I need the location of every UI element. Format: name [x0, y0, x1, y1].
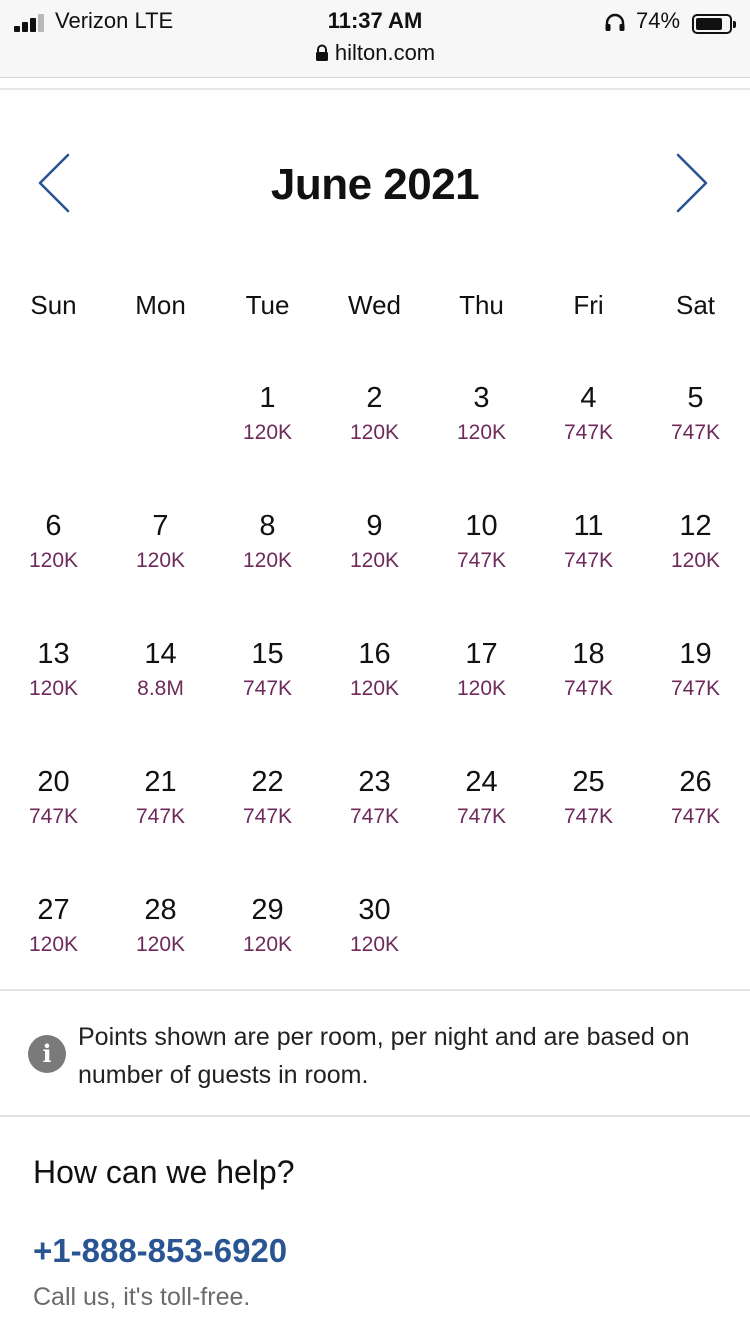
calendar-day[interactable] [107, 764, 214, 864]
chevron-right-icon [672, 150, 712, 216]
day-points: 120K [349, 933, 400, 956]
day-number: 28 [144, 894, 177, 926]
divider [0, 989, 750, 991]
day-points: 747K [563, 549, 614, 572]
day-points: 747K [563, 677, 614, 700]
headphones-icon [604, 12, 626, 32]
day-points: 747K [670, 677, 721, 700]
calendar-day[interactable] [535, 508, 642, 608]
calendar-day[interactable] [0, 764, 107, 864]
day-number: 4 [580, 382, 597, 414]
day-number: 13 [37, 638, 70, 670]
day-points: 747K [563, 805, 614, 828]
day-points: 120K [135, 933, 186, 956]
day-points: 120K [242, 549, 293, 572]
calendar-day[interactable] [428, 508, 535, 608]
day-number: 27 [37, 894, 70, 926]
day-points: 120K [456, 421, 507, 444]
day-number: 10 [465, 510, 498, 542]
day-number: 12 [679, 510, 712, 542]
calendar-day[interactable] [107, 636, 214, 736]
day-points: 747K [349, 805, 400, 828]
day-points: 747K [242, 677, 293, 700]
day-points: 747K [670, 421, 721, 444]
day-points: 747K [456, 549, 507, 572]
url-text: hilton.com [334, 40, 436, 65]
day-number: 6 [45, 510, 62, 542]
day-points: 120K [349, 549, 400, 572]
day-number: 2 [366, 382, 383, 414]
address-bar[interactable] [0, 40, 750, 66]
day-number: 30 [358, 894, 391, 926]
day-number: 26 [679, 766, 712, 798]
weekday-label: Sat [675, 290, 716, 320]
calendar-day[interactable] [321, 764, 428, 864]
day-number: 20 [37, 766, 70, 798]
day-number: 9 [366, 510, 383, 542]
carrier-label: Verizon LTE [55, 8, 174, 33]
calendar-day[interactable] [0, 892, 107, 992]
divider [0, 1115, 750, 1117]
points-info-text: Points shown are per room, per night and are based on number of guests in room. [78, 1023, 690, 1089]
day-points: 120K [28, 549, 79, 572]
day-points: 120K [242, 933, 293, 956]
help-heading: How can we help? [33, 1154, 295, 1190]
day-points: 120K [28, 677, 79, 700]
day-points: 747K [456, 805, 507, 828]
weekday-label: Thu [459, 290, 504, 320]
calendar-day[interactable] [321, 636, 428, 736]
day-number: 29 [251, 894, 284, 926]
day-number: 18 [572, 638, 605, 670]
day-points: 120K [28, 933, 79, 956]
calendar-day[interactable] [642, 636, 749, 736]
day-number: 25 [572, 766, 605, 798]
day-points: 747K [242, 805, 293, 828]
day-number: 8 [259, 510, 276, 542]
day-number: 24 [465, 766, 498, 798]
calendar-day[interactable] [214, 380, 321, 480]
calendar-day[interactable] [428, 636, 535, 736]
calendar-day[interactable] [214, 508, 321, 608]
day-points: 120K [349, 677, 400, 700]
info-icon: i [28, 1035, 66, 1073]
day-points: 120K [456, 677, 507, 700]
clock: 11:37 AM [327, 8, 423, 33]
top-divider [0, 88, 750, 90]
battery-icon [692, 14, 732, 34]
calendar-day[interactable] [107, 892, 214, 992]
calendar-day[interactable] [214, 892, 321, 992]
calendar-day[interactable] [642, 508, 749, 608]
day-points: 120K [135, 549, 186, 572]
day-number: 1 [259, 382, 276, 414]
day-number: 11 [573, 510, 604, 542]
calendar-day[interactable] [0, 636, 107, 736]
day-points: 747K [670, 805, 721, 828]
calendar-day[interactable] [535, 636, 642, 736]
day-number: 17 [465, 638, 498, 670]
calendar-day[interactable] [0, 508, 107, 608]
calendar-day[interactable] [214, 764, 321, 864]
calendar-day[interactable] [428, 380, 535, 480]
day-number: 5 [687, 382, 704, 414]
weekday-label: Fri [573, 290, 604, 320]
day-number: 7 [152, 510, 169, 542]
weekday-label: Wed [348, 290, 401, 320]
day-number: 15 [251, 638, 284, 670]
calendar-day[interactable] [535, 380, 642, 480]
day-points: 120K [349, 421, 400, 444]
day-number: 16 [358, 638, 391, 670]
calendar-day[interactable] [321, 892, 428, 992]
weekday-label: Sun [30, 290, 77, 320]
day-points: 120K [242, 421, 293, 444]
calendar-day[interactable] [321, 508, 428, 608]
day-number: 3 [473, 382, 490, 414]
battery-percent: 74% [636, 8, 681, 33]
calendar-day[interactable] [428, 764, 535, 864]
lock-icon [315, 44, 329, 62]
day-number: 22 [251, 766, 284, 798]
weekday-label: Tue [245, 290, 290, 320]
day-number: 21 [144, 766, 177, 798]
next-month-button[interactable] [672, 150, 712, 216]
calendar-day[interactable] [642, 764, 749, 864]
day-points: 8.8M [137, 677, 184, 700]
calendar-day[interactable] [642, 380, 749, 480]
calendar-day[interactable] [321, 380, 428, 480]
day-number: 19 [679, 638, 712, 670]
phone-link[interactable]: +1-888-853-6920 [33, 1232, 288, 1269]
calendar-day[interactable] [535, 764, 642, 864]
day-points: 747K [563, 421, 614, 444]
calendar-day[interactable] [107, 508, 214, 608]
weekday-label: Mon [135, 290, 186, 320]
weekday-header [0, 290, 750, 326]
calendar-day[interactable] [214, 636, 321, 736]
month-title: June 2021 [270, 160, 480, 209]
day-points: 747K [28, 805, 79, 828]
status-bar [0, 0, 750, 78]
day-number: 23 [358, 766, 391, 798]
toll-free-note: Call us, it's toll-free. [33, 1283, 251, 1311]
day-points: 747K [135, 805, 186, 828]
day-number: 14 [144, 638, 177, 670]
day-points: 120K [670, 549, 721, 572]
